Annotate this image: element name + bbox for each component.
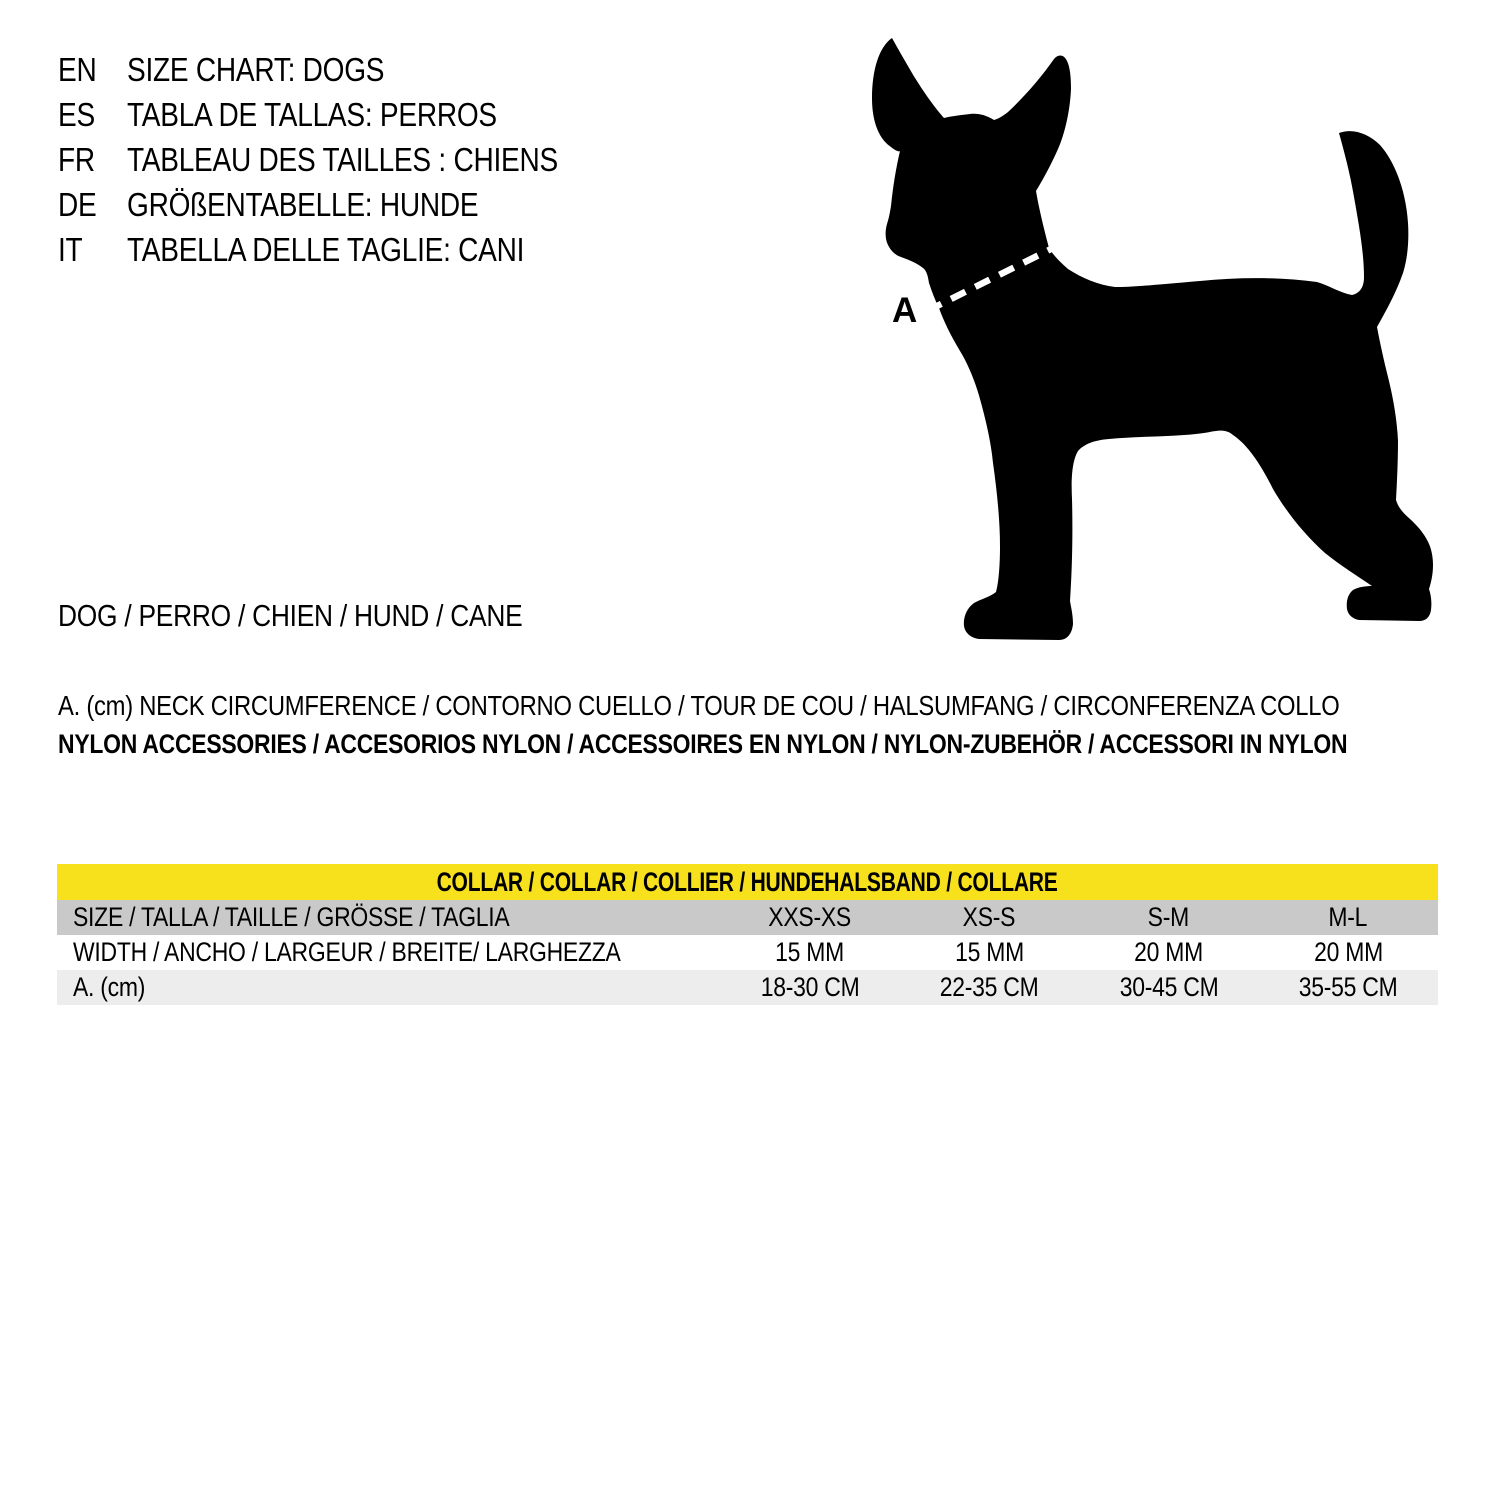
language-code: FR [58,140,95,178]
language-title: GRÖßENTABELLE: HUNDE [127,185,479,223]
language-row-fr [58,137,634,182]
dog-silhouette-figure [820,20,1480,680]
dog-caption: DOG / PERRO / CHIEN / HUND / CANE [58,598,523,633]
table-row-neck-circumference [57,970,1438,1005]
language-row-es [58,92,634,137]
measure-point-label: A [892,291,918,330]
language-row-it [58,227,634,272]
language-title: TABLA DE TALLAS: PERROS [127,95,497,133]
language-code: DE [58,185,97,223]
neck-value-cell: 18-30 CM [760,972,860,1002]
size-value-cell: S-M [1148,902,1190,932]
size-value-cell: M-L [1328,902,1368,932]
dog-silhouette [872,38,1433,640]
neck-measurement-note: A. (cm) NECK CIRCUMFERENCE / CONTORNO CUELLO / TOUR DE COU / HALSUMFANG / CIRCONFERENZA COLLO [58,690,1340,721]
neck-value-cell: 22-35 CM [939,972,1039,1002]
width-value-cell: 20 MM [1313,937,1383,967]
width-value-cell: 20 MM [1134,937,1204,967]
language-code: ES [58,95,95,133]
table-header-collar: COLLAR / COLLAR / COLLIER / HUNDEHALSBAND / COLLARE [57,864,1438,900]
language-title: TABELLA DELLE TAGLIE: CANI [127,230,525,268]
language-row-en [58,47,634,92]
row-label-size: SIZE / TALLA / TAILLE / GRÖSSE / TAGLIA [73,902,510,932]
width-value-cell: 15 MM [775,937,845,967]
neck-value-cell: 30-45 CM [1119,972,1219,1002]
language-code: EN [58,50,97,88]
table-row-size [57,900,1438,935]
neck-value-cell: 35-55 CM [1298,972,1398,1002]
row-label-width: WIDTH / ANCHO / LARGEUR / BREITE/ LARGHEZZA [73,937,621,967]
table-row-width [57,935,1438,970]
row-label-neck: A. (cm) [73,972,146,1002]
width-value-cell: 15 MM [954,937,1024,967]
size-value-cell: XXS-XS [768,902,851,932]
language-title: TABLEAU DES TAILLES : CHIENS [127,140,558,178]
language-title-block [58,47,634,272]
size-value-cell: XS-S [962,902,1016,932]
language-title: SIZE CHART: DOGS [127,50,385,88]
material-note: NYLON ACCESSORIES / ACCESORIOS NYLON / ACCESSOIRES EN NYLON / NYLON-ZUBEHÖR / ACCESSORI IN NYLON [58,729,1348,759]
language-row-de [58,182,634,227]
collar-size-table [57,864,1438,1005]
language-code: IT [58,230,83,268]
